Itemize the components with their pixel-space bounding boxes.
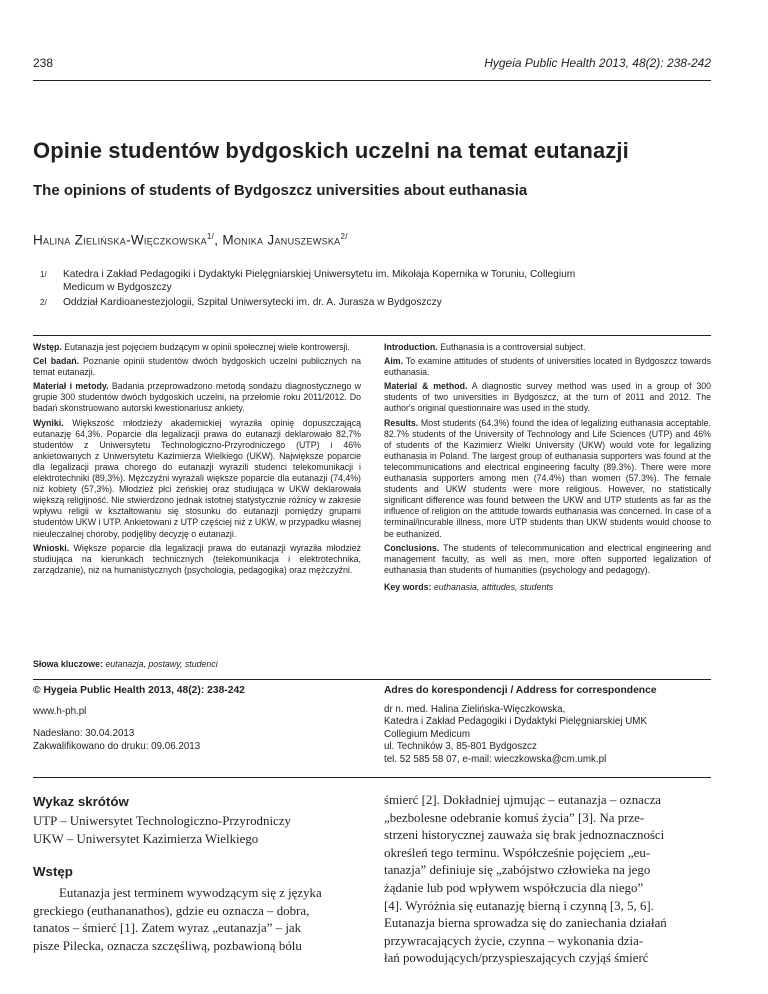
abstract-paragraph (33, 381, 361, 414)
correspondence-line: Katedra i Zakład Pedagogiki i Dydaktyki Pielęgniarskiej UMK (384, 716, 648, 727)
abstract-top-rule (33, 335, 711, 336)
abstract-text: A diagnostic survey method was used in a group of 300 students of two universities in Bydgoszcz, at the turn of 2011 and 2012. The author's original questionnaire was used in the study. (384, 381, 711, 414)
author-separator: , (214, 232, 223, 248)
intro-line: pisze Pilecka, oznacza szczęśliwą, pozbawioną bólu (33, 938, 302, 953)
intro-line: Eutanazja bierna sprowadza się do zaniechania działań (384, 916, 667, 931)
correspondence-line: tel. 52 585 58 07, e-mail: wieczkowska@cm.umk.pl (384, 753, 607, 765)
abstract-text: Euthanasia is a controversial subject. (437, 342, 586, 352)
correspondence-block (384, 685, 711, 766)
affiliation (33, 296, 723, 309)
correspondence-line: ul. Techników 3, 85-801 Bydgoszcz (384, 741, 537, 752)
author-affiliation-mark: 1/ (206, 232, 215, 241)
abstract-paragraph (33, 356, 361, 378)
body-right-column (384, 792, 712, 968)
keywords-label: Słowa kluczowe: (33, 659, 103, 669)
body-top-rule (33, 777, 711, 778)
keywords-text: euthanasia, attitudes, students (433, 581, 554, 592)
header-rule (33, 80, 711, 81)
abbreviation-item: UTP – Uniwersytet Technologiczno-Przyrodniczy (33, 814, 291, 828)
affiliation-text: Oddział Kardioanestezjologii, Szpital Uniwersytecki im. dr. A. Jurasza w Bydgoszczy (63, 297, 442, 308)
body-left-column (33, 794, 363, 956)
intro-line: przywracających życie, czynna – wykonania dzia- (384, 933, 644, 948)
keywords-english (384, 582, 711, 593)
publication-info (33, 685, 363, 753)
intro-line: tanatos – śmierć [1]. Zatem wyraz „eutanazja” – jak (33, 921, 302, 936)
abstract-text: Eutanazja jest pojęciem budzącym w opinii społecznej wiele kontrowersji. (61, 342, 350, 352)
intro-line: śmierć [2]. Dokładniej ujmując – eutanazja – oznacza (384, 793, 662, 807)
abstract-paragraph (384, 342, 711, 353)
article-subtitle: The opinions of students of Bydgoszcz universities about euthanasia (33, 182, 528, 199)
intro-line: żądanie lub pod wpływem współczucia dla niego” (384, 880, 644, 895)
abstract-text: To examine attitudes of students of universities located in Bydgoszcz towards euthanasia. (384, 356, 711, 378)
author-name: Halina Zielińska-Więczkowska (33, 232, 207, 248)
abstract-text: Większe poparcie dla legalizacji prawa do eutanazji wyraziła młodzież studiująca na kierunkach technicznych (telekomunikacja i elektrotechnika, zarządzanie), niż na humanistycznych (psychologia, pedagogika) oraz mężczyźni. (33, 542, 361, 575)
abstract-polish (33, 342, 361, 579)
abstract-label: Conclusions. (384, 542, 440, 553)
abstract-paragraph (384, 381, 711, 414)
abstract-label: Materiał i metody. (33, 381, 109, 392)
journal-reference: Hygeia Public Health 2013, 48(2): 238-242 (484, 56, 711, 70)
abstract-paragraph (33, 543, 361, 576)
affiliation (33, 268, 723, 294)
abstract-paragraph (33, 418, 361, 540)
page-number: 238 (33, 56, 54, 70)
correspondence-heading: Adres do korespondencji / Address for correspondence (384, 685, 657, 696)
author-list (33, 232, 348, 248)
abbreviations-heading: Wykaz skrótów (33, 794, 129, 809)
abstract-label: Wyniki. (33, 417, 64, 428)
abstract-text: Most students (64.3%) found the idea of legalizing euthanasia acceptable. 82.7% students of the University of Technology and Life Sciences (UTP) and 46% of students of the Kazimierz Wielki University (UKW) would vote for legalizing euthanasia in Poland. The largest group of euthanasia supporters was found at the telecommunications and electrical engineering faculty (89.3%). There were more euthanasia supporters among men (74.4%) than women (57.3%). The female students and UKW students were more religious. However, no statistically significant difference was found between the UKW and UTP students as far as the influence of religion on the attitude towards euthanasia was concerned. In case of a terminal/incurable illness, more UTP students than UKW students would choose to be euthanized. (384, 417, 711, 539)
intro-heading: Wstęp (33, 864, 73, 880)
intro-line: [4]. Wyróżnia się eutanazję bierną i czynną [3, 5, 6]. (384, 898, 654, 913)
abstract-label: Results. (384, 417, 419, 428)
abstract-paragraph (384, 543, 711, 576)
abstract-label: Material & method. (384, 381, 468, 392)
correspondence-line: dr n. med. Halina Zielińska-Więczkowska, (384, 703, 566, 715)
intro-line: „bezbolesne odebranie komuś życia” [3]. Na prze- (384, 810, 645, 825)
keywords-label: Key words: (384, 581, 432, 592)
abbreviation-item: UKW – Uniwersytet Kazimierza Wielkiego (33, 831, 259, 846)
affiliation-number: 1/ (40, 270, 47, 279)
abstract-text: Poznanie opinii studentów dwóch bydgoskich uczelni publicznych na temat eutanazji. (33, 356, 361, 378)
article-title: Opinie studentów bydgoskich uczelni na temat eutanazji (33, 138, 629, 163)
intro-line: określeń tego terminu. Współcześnie pojęciem „eu- (384, 845, 651, 860)
journal-website: www.h-ph.pl (33, 705, 87, 717)
abstract-paragraph (384, 356, 711, 378)
keywords-polish (33, 659, 433, 670)
info-top-rule (33, 679, 711, 680)
abstract-paragraph (33, 342, 361, 353)
abstract-paragraph (384, 418, 711, 540)
affiliation-number: 2/ (40, 298, 47, 307)
correspondence-line: Collegium Medicum (384, 728, 471, 740)
abstract-label: Cel badań. (33, 356, 80, 367)
copyright-line: © Hygeia Public Health 2013, 48(2): 238-242 (33, 685, 245, 696)
abstract-text: The students of telecommunication and electrical engineering and management faculty, as well as men, more often supported legalization of euthanasia than students of humanities (psychology and pedagogy). (384, 542, 711, 575)
intro-line: greckiego (euthananathos), gdzie eu oznacza – dobra, (33, 903, 310, 918)
abstract-label: Wnioski. (33, 542, 70, 553)
submitted-date: Nadesłano: 30.04.2013 (33, 728, 135, 739)
intro-line: Eutanazja jest terminem wywodzącym się z języka (59, 886, 322, 901)
abstract-english (384, 342, 711, 596)
author-affiliation-mark: 2/ (340, 232, 348, 241)
abstract-text: Badania przeprowadzono metodą sondażu diagnostycznego w grupie 300 studentów dwóch bydgoskich uczelni, na przełomie roku 2011/2012. Do badań skonstruowano autorski kwestionariusz ankiety. (33, 381, 361, 414)
abstract-text: Większość młodzieży akademickiej wyraziła opinię dopuszczającą eutanazję 64,3%. Poparcie dla legalizacji prawa do eutanazji deklarowało 82,7% studentów z Uniwersytetu Technologiczno-Przyrodniczego (UTP) i 46% ankietowanych z Uniwersytetu Kazimierza Wielkiego (UKW). Największe poparcie dla legalizacji prawa chorego do eutanazji wyrazili studenci telekomunikacji i elektrotechniki (89,3%). Mężczyźni wyrażali większe poparcie dla eutanazji (74,4%) niż kobiety (57,3%). Młodzież płci żeńskiej oraz studiująca w UKW deklarowała większą religijność. Nie stwierdzono jednak istotnej statystycznie różnicy w zakresie wpływu religii w kształtowaniu się stosunku do eutanazji pomiędzy grupami studentów UKW i UTP. Ankietowani z UTP częściej niż z UKW, w przypadku własnej nieuleczalnej choroby, podjęliby decyzję o eutanazji. (33, 417, 361, 539)
intro-line: łań powodujących/przyspieszających czyjąś śmierć (384, 951, 649, 966)
author-name: Monika Januszewska (222, 232, 341, 248)
affiliation-text: Medicum w Bydgoszczy (63, 282, 172, 293)
affiliation-text: Katedra i Zakład Pedagogiki i Dydaktyki Pielęgniarskiej Uniwersytetu im. Mikołaja Kopernika w Toruniu, Collegium (63, 269, 576, 280)
intro-line: tanazja” definiuje się „zabójstwo człowieka na jego (384, 863, 651, 878)
abstract-label: Aim. (384, 356, 404, 367)
abstract-label: Wstęp. (33, 342, 62, 352)
intro-line: strzeni historycznej zauważa się brak jednoznaczności (384, 828, 665, 843)
abstract-label: Introduction. (384, 342, 438, 352)
accepted-date: Zakwalifikowano do druku: 09.06.2013 (33, 740, 201, 752)
keywords-text: eutanazja, postawy, studenci (105, 659, 218, 669)
